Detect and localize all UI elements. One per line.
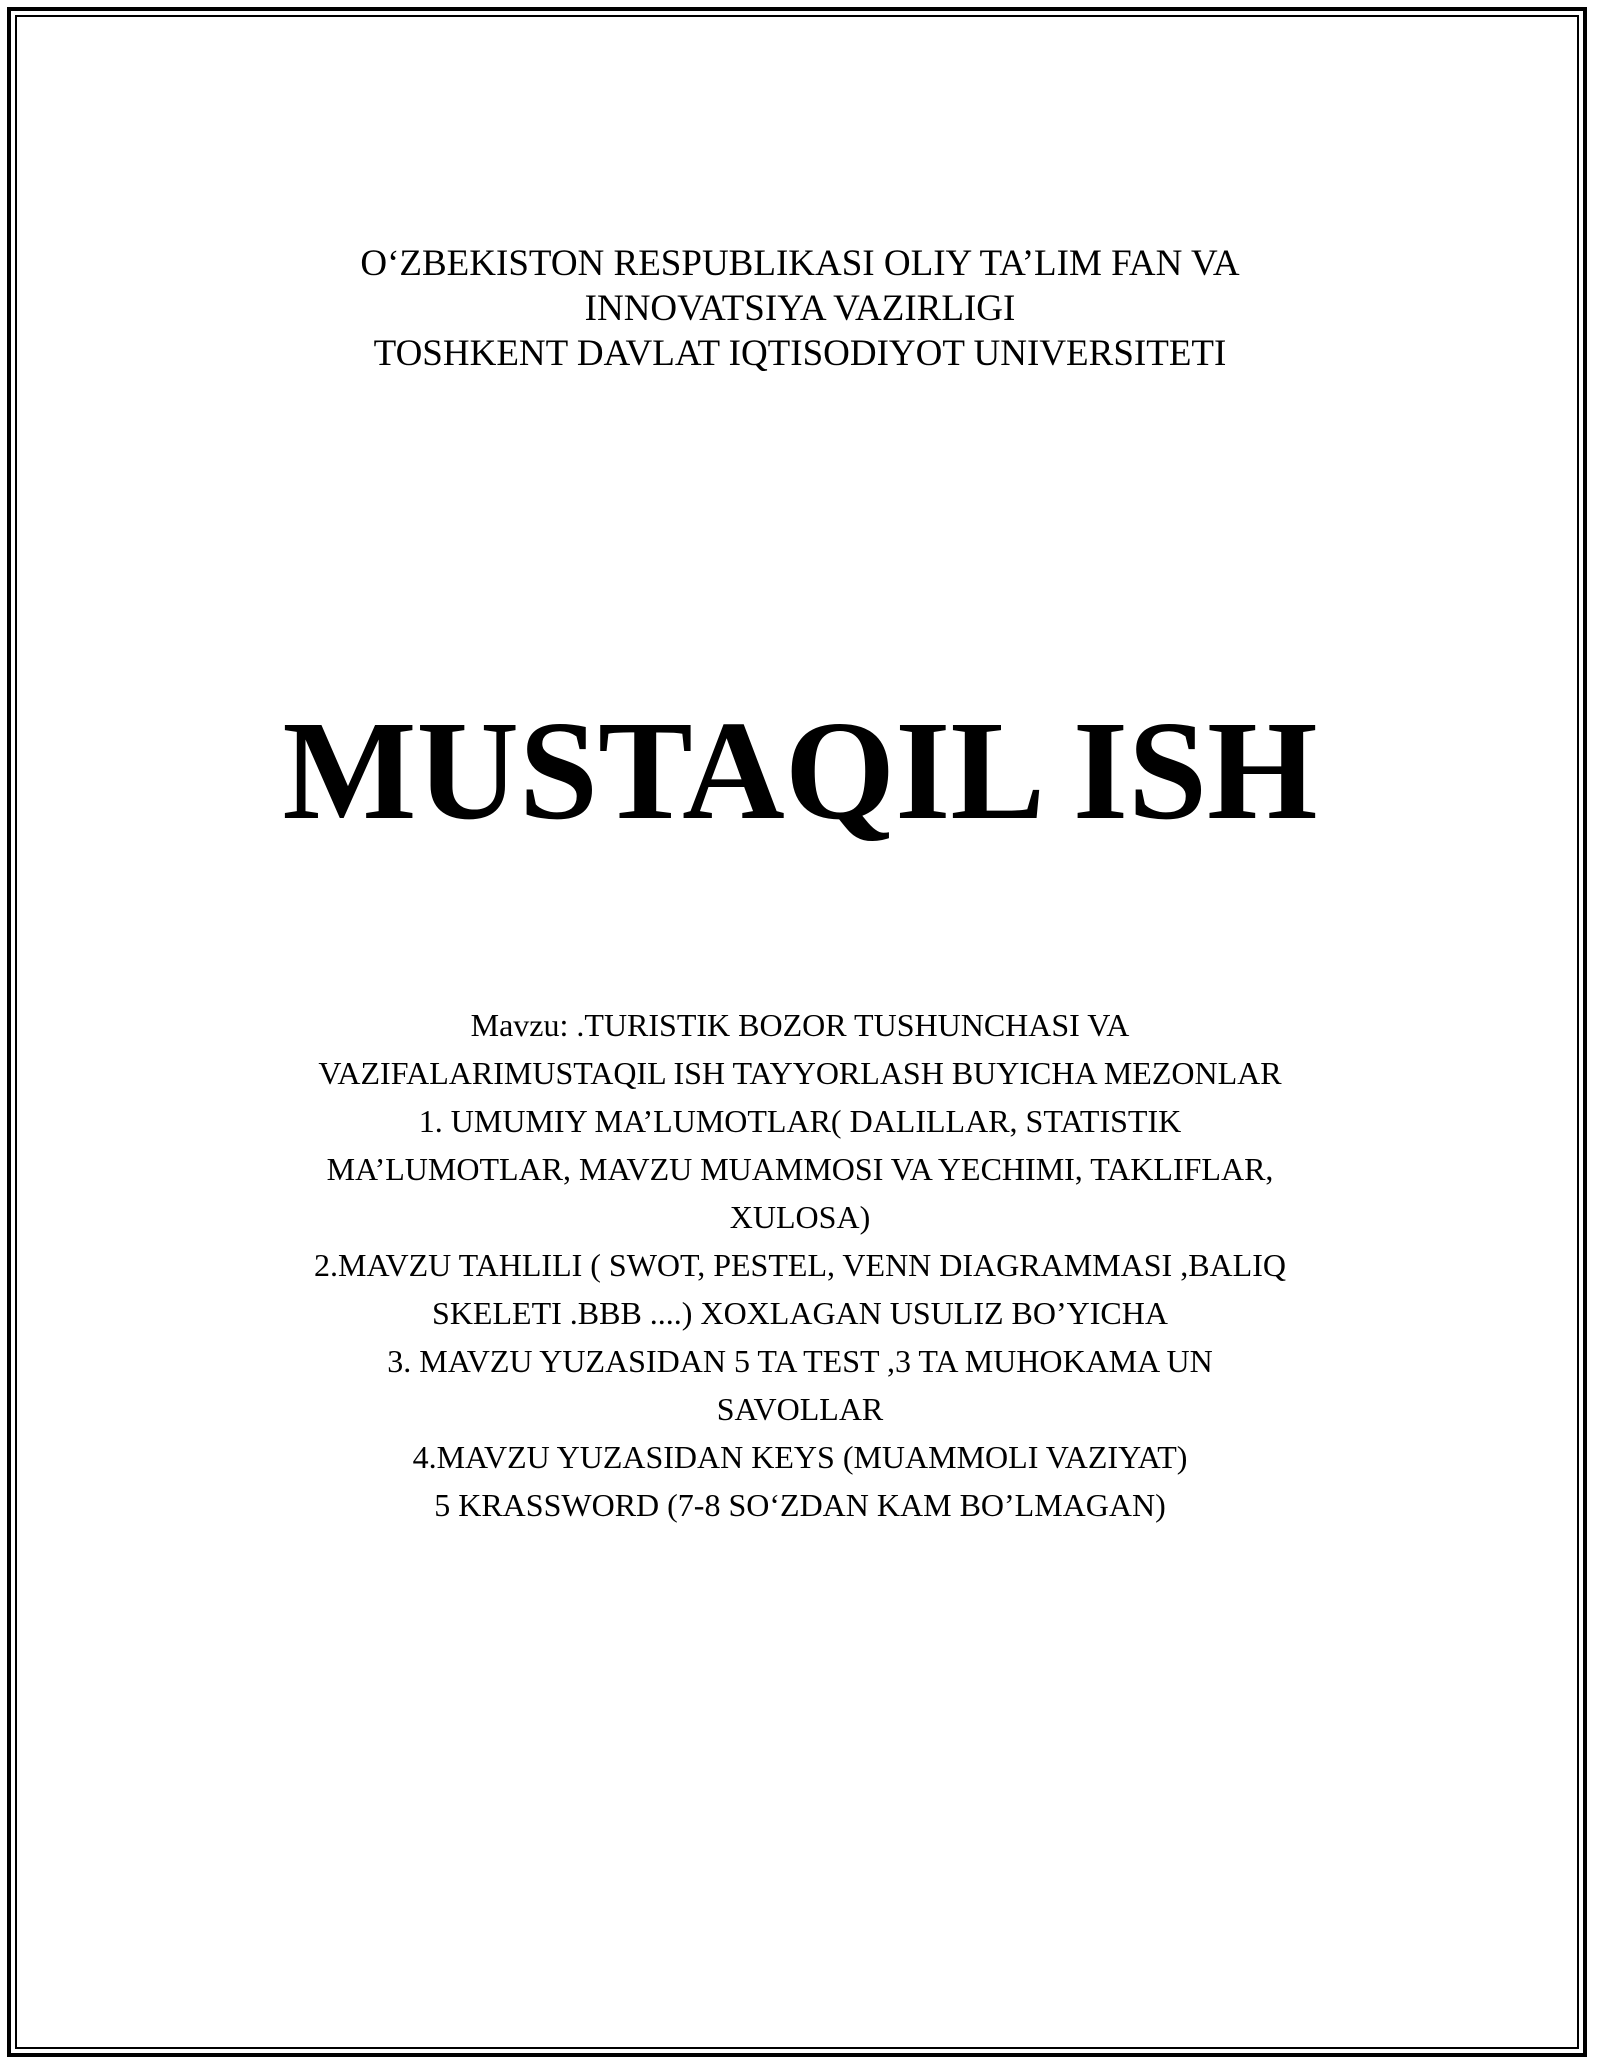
topic-line: 1. UMUMIY MA’LUMOTLAR( DALILLAR, STATISTIK <box>418 1103 1182 1139</box>
topic-line: 4.MAVZU YUZASIDAN KEYS (MUAMMOLI VAZIYAT) <box>412 1439 1188 1475</box>
topic-line: 2.MAVZU TAHLILI ( SWOT, PESTEL, VENN DIAGRAMMASI ,BALIQ <box>314 1247 1286 1283</box>
topic-line: MA’LUMOTLAR, MAVZU MUAMMOSI VA YECHIMI, TAKLIFLAR, <box>326 1151 1274 1187</box>
header-line-university: TOSHKENT DAVLAT IQTISODIYOT UNIVERSITETI <box>373 333 1227 374</box>
topic-line: 3. MAVZU YUZASIDAN 5 TA TEST ,3 TA MUHOKAMA UN <box>387 1343 1213 1379</box>
document-title: MUSTAQIL ISH <box>282 691 1318 849</box>
institution-header <box>0 241 1600 376</box>
header-line-ministry: O‘ZBEKISTON RESPUBLIKASI OLIY TA’LIM FAN VA <box>360 243 1240 284</box>
topic-line: VAZIFALARIMUSTAQIL ISH TAYYORLASH BUYICHA MEZONLAR <box>318 1055 1282 1091</box>
topic-block <box>0 1001 1600 1529</box>
topic-line: SKELETI .BBB ....) XOXLAGAN USULIZ BO’YICHA <box>432 1295 1168 1331</box>
topic-line: 5 KRASSWORD (7-8 SO‘ZDAN KAM BO’LMAGAN) <box>434 1487 1166 1523</box>
topic-line: Mavzu: .TURISTIK BOZOR TUSHUNCHASI VA <box>470 1007 1130 1043</box>
topic-line: SAVOLLAR <box>716 1391 884 1427</box>
topic-line: XULOSA) <box>729 1199 871 1235</box>
header-line-ministry-cont: INNOVATSIYA VAZIRLIGI <box>584 288 1016 329</box>
